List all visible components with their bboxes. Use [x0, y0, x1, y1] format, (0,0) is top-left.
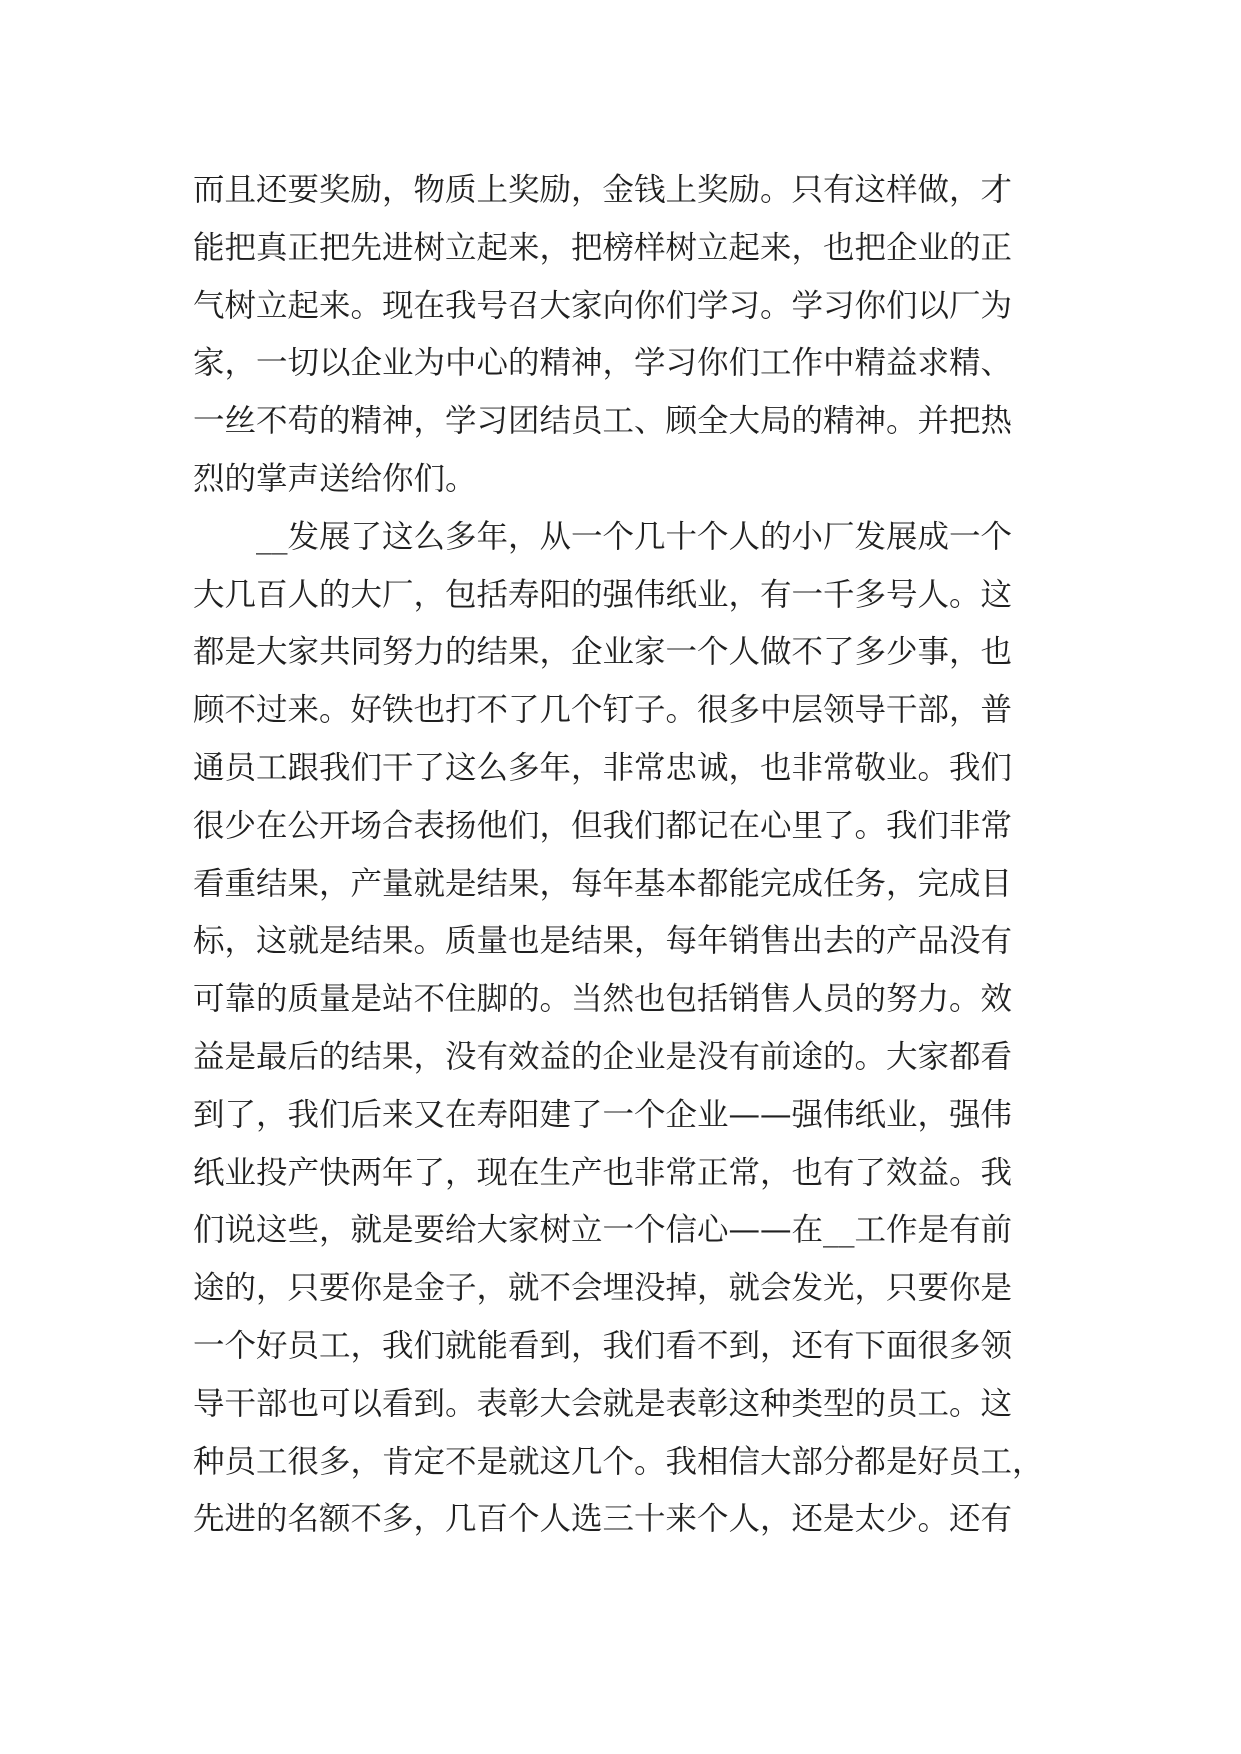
text-line: 一个好员工，我们就能看到，我们看不到，还有下面很多领	[193, 1327, 1013, 1364]
text-line: 家，一切以企业为中心的精神，学习你们工作中精益求精、	[193, 345, 1013, 382]
text-line: 益是最后的结果，没有效益的企业是没有前途的。大家都看	[193, 1038, 1013, 1075]
text-line: 而且还要奖励，物质上奖励，金钱上奖励。只有这样做，才	[193, 172, 1013, 208]
text-line: __发展了这么多年，从一个几十个人的小厂发展成一个	[193, 518, 1013, 555]
text-line: 通员工跟我们干了这么多年，非常忠诚，也非常敬业。我们	[193, 749, 1013, 786]
text-line: 烈的掌声送给你们。	[193, 460, 477, 497]
text-line: 都是大家共同努力的结果，企业家一个人做不了多少事，也	[193, 634, 1013, 671]
text-line: 纸业投产快两年了，现在生产也非常正常，也有了效益。我	[193, 1154, 1013, 1191]
text-line: 标，这就是结果。质量也是结果，每年销售出去的产品没有	[193, 923, 1013, 960]
text-line: 到了，我们后来又在寿阳建了一个企业——强伟纸业，强伟	[193, 1096, 1013, 1133]
text-line: 可靠的质量是站不住脚的。当然也包括销售人员的努力。效	[193, 981, 1013, 1018]
text-line: 看重结果，产量就是结果，每年基本都能完成任务，完成目	[193, 865, 1013, 902]
text-line: 先进的名额不多，几百个人选三十来个人，还是太少。还有	[193, 1501, 1013, 1538]
text-line: 气树立起来。现在我号召大家向你们学习。学习你们以厂为	[193, 287, 1013, 324]
text-line: 导干部也可以看到。表彰大会就是表彰这种类型的员工。这	[193, 1385, 1013, 1422]
text-line: 能把真正把先进树立起来，把榜样树立起来，也把企业的正	[193, 229, 1013, 266]
body-text	[193, 162, 1073, 1549]
text-line: 很少在公开场合表扬他们，但我们都记在心里了。我们非常	[193, 807, 1013, 844]
text-line: 们说这些，就是要给大家树立一个信心——在__工作是有前	[193, 1212, 1013, 1249]
text-line: 大几百人的大厂，包括寿阳的强伟纸业，有一千多号人。这	[193, 576, 1013, 613]
text-line: 一丝不苟的精神，学习团结员工、顾全大局的精神。并把热	[193, 403, 1013, 440]
text-line: 途的，只要你是金子，就不会埋没掉，就会发光，只要你是	[193, 1270, 1013, 1307]
text-line: 顾不过来。好铁也打不了几个钉子。很多中层领导干部，普	[193, 692, 1013, 729]
text-line: 种员工很多，肯定不是就这几个。我相信大部分都是好员工，	[193, 1443, 1044, 1480]
